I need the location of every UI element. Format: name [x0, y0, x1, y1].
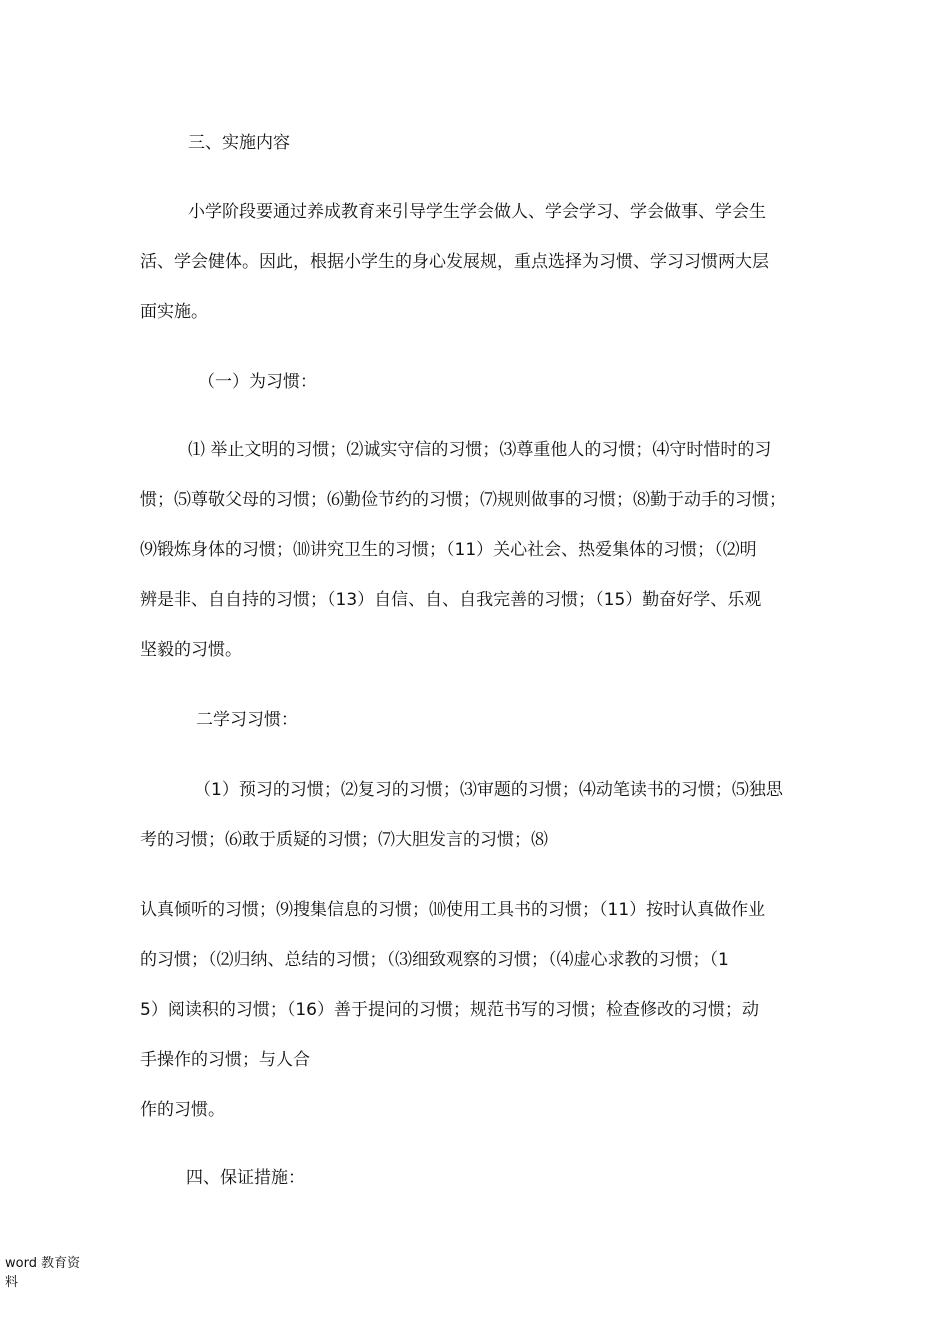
- paragraph-line: 小学阶段要通过养成教育来引导学生学会做人、学会学习、学会做事、学会生: [188, 202, 766, 222]
- paragraph-line: 坚毅的习惯。: [140, 640, 242, 660]
- section-3-heading: 三、实施内容: [188, 133, 290, 153]
- section-4-heading: 四、保证措施：: [186, 1168, 305, 1188]
- subsection-2-heading: 二学习习惯：: [196, 710, 298, 730]
- footer-line: word 教育资: [5, 1256, 81, 1271]
- paragraph-line: 活、学会健体。因此，根据小学生的身心发展规，重点选择为习惯、学习习惯两大层: [140, 252, 769, 272]
- paragraph-line: 的习惯；（⑵归纳、总结的习惯；（⑶细致观察的习惯；（⑷虚心求教的习惯；（1: [140, 950, 729, 970]
- paragraph-line: 作的习惯。: [140, 1100, 225, 1120]
- paragraph-line: 5）阅读积的习惯；（16）善于提问的习惯；规范书写的习惯；检查修改的习惯；动: [140, 1000, 759, 1020]
- paragraph-line: 考的习惯；⑹敢于质疑的习惯；⑺大胆发言的习惯；⑻: [140, 830, 548, 850]
- footer-line: 料: [5, 1275, 19, 1290]
- paragraph-line: 认真倾听的习惯；⑼搜集信息的习惯；⑽使用工具书的习惯；（11）按时认真做作业: [140, 900, 766, 920]
- subsection-1-heading: （一）为习惯：: [198, 372, 317, 392]
- paragraph-line: 惯；⑸尊敬父母的习惯；⑹勤俭节约的习惯；⑺规则做事的习惯；⑻勤于动手的习惯；: [140, 490, 786, 510]
- paragraph-line: ⑴ 举止文明的习惯；⑵诚实守信的习惯；⑶尊重他人的习惯；⑷守时惜时的习: [188, 440, 772, 460]
- paragraph-line: 面实施。: [140, 302, 208, 322]
- paragraph-line: （1）预习的习惯；⑵复习的习惯；⑶审题的习惯；⑷动笔读书的习惯；⑸独思: [194, 780, 783, 800]
- paragraph-line: ⑼锻炼身体的习惯；⑽讲究卫生的习惯；（11）关心社会、热爱集体的习惯；（⑵明: [140, 540, 757, 560]
- paragraph-line: 辨是非、自自持的习惯；（13）自信、自、自我完善的习惯；（15）勤奋好学、乐观: [140, 590, 762, 610]
- paragraph-line: 手操作的习惯；与人合: [140, 1050, 310, 1070]
